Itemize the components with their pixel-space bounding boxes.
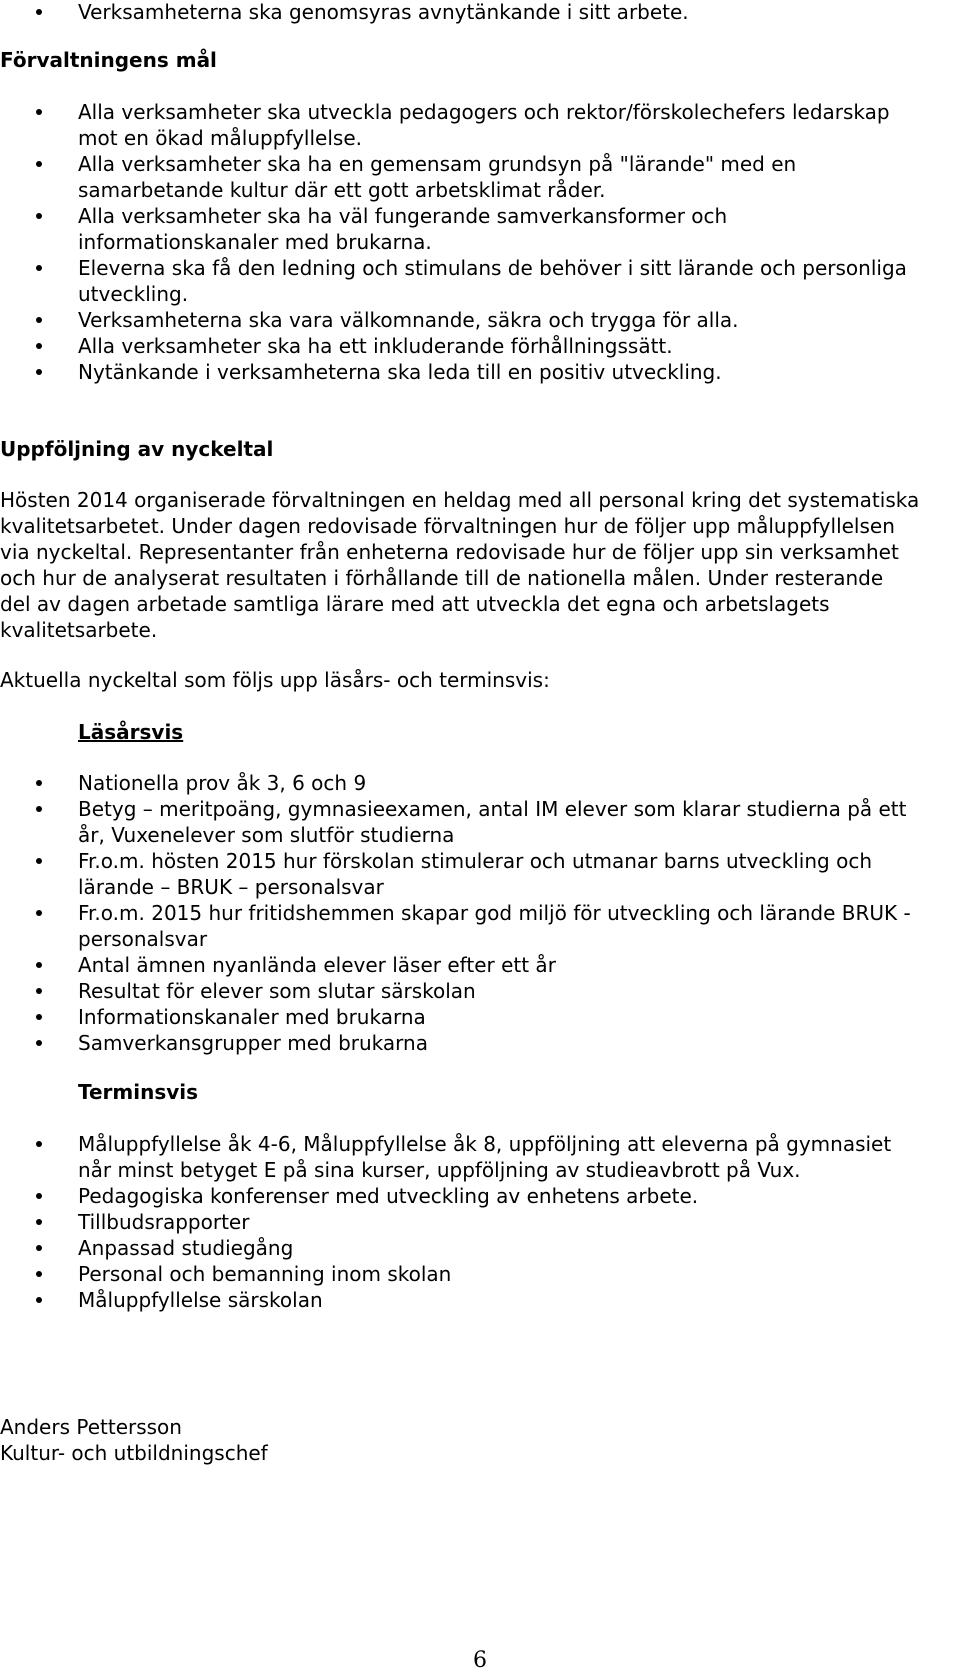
list-item: Måluppfyllelse åk 4-6, Måluppfyllelse åk 8, uppföljning att eleverna på gymnasiet når minst betyget E på sina kurser, uppföljning av studieavbrott på Vux. [0,1131,920,1183]
list-item: Informationskanaler med brukarna [0,1004,920,1030]
termly-heading-block [0,1079,920,1105]
signature-name: Anders Pettersson [0,1415,182,1439]
termly-heading: Terminsvis [78,1080,199,1104]
list-item: Anpassad studiegång [0,1235,920,1261]
termly-list-block [0,1131,920,1313]
list-item: Pedagogiska konferenser med utveckling av enhetens arbete. [0,1183,920,1209]
list-item: Alla verksamheter ska ha en gemensam grundsyn på "lärande" med en samarbetande kultur där ett gott arbetsklimat råder. [0,151,920,203]
signature-block [0,1414,920,1466]
list-item: Nationella prov åk 3, 6 och 9 [0,770,920,796]
list-item: Fr.o.m. 2015 hur fritidshemmen skapar god miljö för utveckling och lärande BRUK - personalsvar [0,900,920,952]
followup-paragraph-block [0,487,920,643]
list-item: Personal och bemanning inom skolan [0,1261,920,1287]
list-item: Nytänkande i verksamheterna ska leda till en positiv utveckling. [0,359,920,385]
top-bullet-list [0,0,920,25]
list-item: Betyg – meritpoäng, gymnasieexamen, antal IM elever som klarar studierna på ett år, Vuxenelever som slutför studierna [0,796,920,848]
termly-bullet-list [0,1131,920,1313]
followup-paragraph: Hösten 2014 organiserade förvaltningen en heldag med all personal kring det systematiska kvalitetsarbetet. Under dagen redovisade förvaltningen hur de följer upp måluppfyllelsen via nyckeltal. Representanter från enheterna redovisade hur de följer upp sin verksamhet och hur de analyserat resultaten i förhållande till de nationella målen. Under resterande del av dagen arbetade samtliga lärare med att utveckla det egna och arbetslagets kvalitetsarbete. [0,488,920,642]
list-item: Tillbudsrapporter [0,1209,920,1235]
followup-heading: Uppföljning av nyckeltal [0,437,274,461]
list-item: Antal ämnen nyanlända elever läser efter ett år [0,952,920,978]
list-item: Verksamheterna ska vara välkomnande, säkra och trygga för alla. [0,307,920,333]
yearly-heading-block [0,719,920,745]
list-item: Alla verksamheter ska ha ett inkluderande förhållningssätt. [0,333,920,359]
page-number: 6 [473,1648,487,1673]
goals-section [0,47,920,73]
goals-heading: Förvaltningens mål [0,48,217,72]
list-item: Alla verksamheter ska utveckla pedagogers och rektor/förskolechefers ledarskap mot en ökad måluppfyllelse. [0,99,920,151]
followup-heading-block [0,436,920,462]
followup-intro-block [0,667,920,693]
goals-list-block [0,99,920,385]
list-item: Verksamheterna ska genomsyras avnytänkande i sitt arbete. [0,0,920,25]
followup-intro: Aktuella nyckeltal som följs upp läsårs- och terminsvis: [0,668,550,692]
list-item: Samverkansgrupper med brukarna [0,1030,920,1056]
signature-title: Kultur- och utbildningschef [0,1441,268,1465]
yearly-list-block [0,770,920,1056]
goals-bullet-list [0,99,920,385]
list-item: Måluppfyllelse särskolan [0,1287,920,1313]
yearly-heading: Läsårsvis [78,720,184,744]
list-item: Resultat för elever som slutar särskolan [0,978,920,1004]
yearly-bullet-list [0,770,920,1056]
list-item: Alla verksamheter ska ha väl fungerande samverkansformer och informationskanaler med brukarna. [0,203,920,255]
list-item: Eleverna ska få den ledning och stimulans de behöver i sitt lärande och personliga utveckling. [0,255,920,307]
top-list-block [0,0,920,25]
list-item: Fr.o.m. hösten 2015 hur förskolan stimulerar och utmanar barns utveckling och lärande – BRUK – personalsvar [0,848,920,900]
